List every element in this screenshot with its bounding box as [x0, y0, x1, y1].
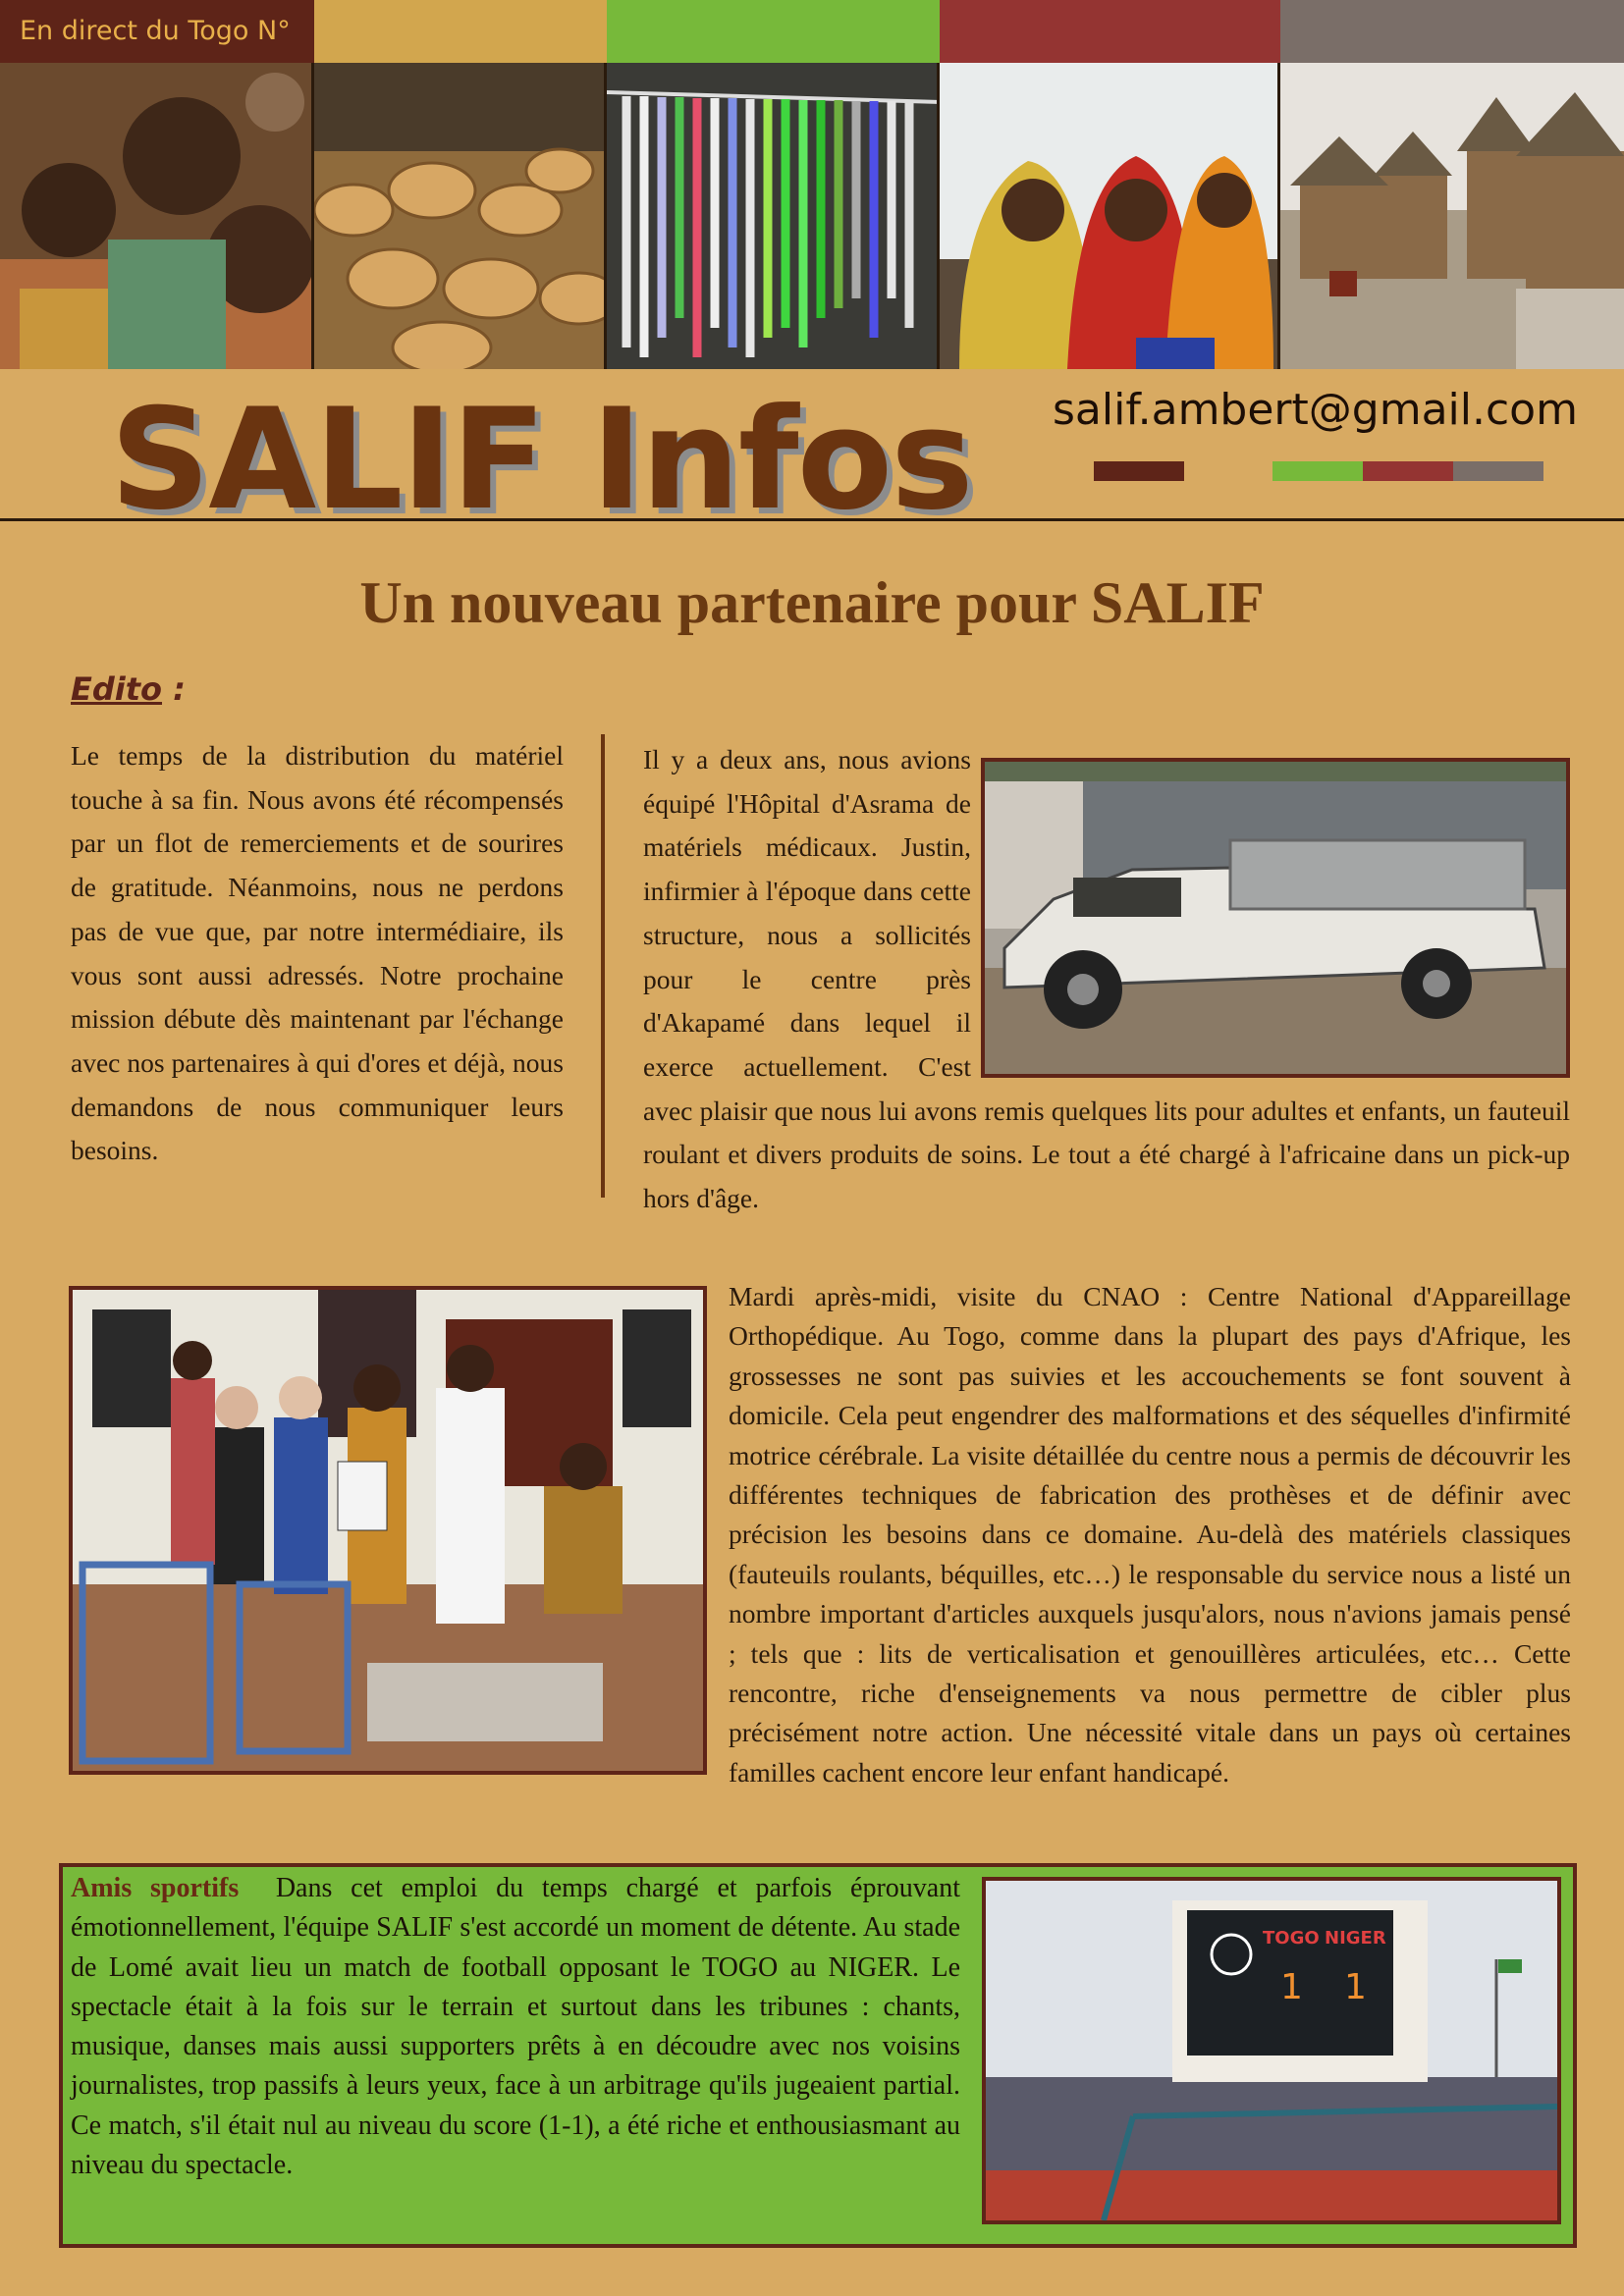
header-photo-strip: [0, 63, 1624, 369]
sport-section-title: Amis sportifs: [71, 1873, 240, 1903]
contact-email[interactable]: salif.ambert@gmail.com: [1053, 385, 1578, 435]
women-in-scarves-photo: [940, 63, 1280, 369]
color-swatch: [1272, 461, 1363, 481]
newsletter-title: SALIF Infos: [110, 379, 972, 541]
edito-label-text: Edito: [71, 670, 163, 708]
sport-section-body: Dans cet emploi du temps chargé et parfois éprouvant émotionnellement, l'équipe SALIF s'est accordé un moment de détente. Au stade de Lomé avait lieu un match de football opposant le TOGO au NIGER. Le spectacle était à la fois sur le terrain et surtout dans les tribunes : chants, musique, danses mais aussi supporters prêts à en découdre avec nos voisins journalistes, trop passifs à leurs yeux, face à un arbitrage qu'ils jugeaient partial. Ce match, s'il était nul au niveau du score (1-1), a été riche et enthousiasmant au niveau du spectacle.: [71, 1873, 960, 2181]
village-huts-photo: [1280, 63, 1624, 369]
issue-tag: En direct du Togo N°: [0, 0, 314, 63]
article-hospital-text: [643, 738, 1570, 1221]
color-swatch: [1094, 461, 1184, 481]
edito-text: Le temps de la distribution du matériel touche à sa fin. Nous avons été récompensés par un flot de remerciements et de sourires de gratitude. Néanmoins, nous ne perdons pas de vue que, par notre intermédiaire, ils vous sont aussi adressés. Notre prochaine mission débute dès maintenant par l'échange avec nos partenaires à qui d'ores et déjà, nous demandons de nous communiquer leurs besoins.: [71, 740, 564, 1166]
sport-section-text: [71, 1869, 960, 2185]
scoreboard-home-team: TOGO: [1263, 1928, 1320, 1949]
column-divider: [601, 734, 605, 1198]
article-cnao-text: Mardi après-midi, visite du CNAO : Centre National d'Appareillage Orthopédique. Au Togo, comme dans la plupart des pays d'Afrique, les grossesses ne sont pas suivies et les accouchements se font souvent à domicile. Cela peut engendrer des malformations et des séquelles d'infirmité motrice cérébrale. La visite détaillée du centre nous a permis de découvrir les différentes techniques de fabrication des prothèses et de définir avec précision les besoins dans ce domaine. Au-delà des matériels classiques (fauteuils roulants, béquilles, etc…) le responsable du service nous a listé un nombre important d'articles auxquels jusqu'alors, nous n'avions jamais pensé ; tels que : lits de verticalisation et genouillères articulées, etc… Cette rencontre, riche d'enseignements va nous permettre de cibler plus précisément notre action. Une nécessité vitale dans un pays où certaines familles cachent encore leur enfant handicapé.: [729, 1281, 1571, 1788]
article-hospital-body: Il y a deux ans, nous avions équipé l'Hôpital d'Asrama de matériels médicaux. Justin, infirmier à l'époque dans cette structure, nous a sollicités pour le centre près d'Akapamé dans lequel il exerce actuellement. C'est avec plaisir que nous lui avons remis quelques lits pour adultes et enfants, un fauteuil roulant et divers produits de soins. Le tout a été chargé à l'africaine dans un pick-up hors d'âge.: [643, 744, 1570, 1214]
stadium-scoreboard-photo: [982, 1877, 1561, 2224]
scoreboard-away-score: 1: [1344, 1967, 1367, 2007]
cnao-group-photo: [69, 1286, 707, 1775]
children-photo: [0, 63, 314, 369]
main-headline: Un nouveau partenaire pour SALIF: [359, 570, 1265, 635]
color-swatch: [1363, 461, 1453, 481]
bead-necklaces-photo: [607, 63, 940, 369]
edito-label-suffix: :: [162, 670, 186, 708]
edito-label: [71, 670, 186, 708]
calabash-bowls-photo: [314, 63, 607, 369]
scoreboard-away-team: NIGER: [1325, 1928, 1386, 1949]
color-swatch: [1453, 461, 1543, 481]
scoreboard-home-score: 1: [1280, 1967, 1303, 2007]
pickup-truck-photo: [981, 758, 1570, 1078]
